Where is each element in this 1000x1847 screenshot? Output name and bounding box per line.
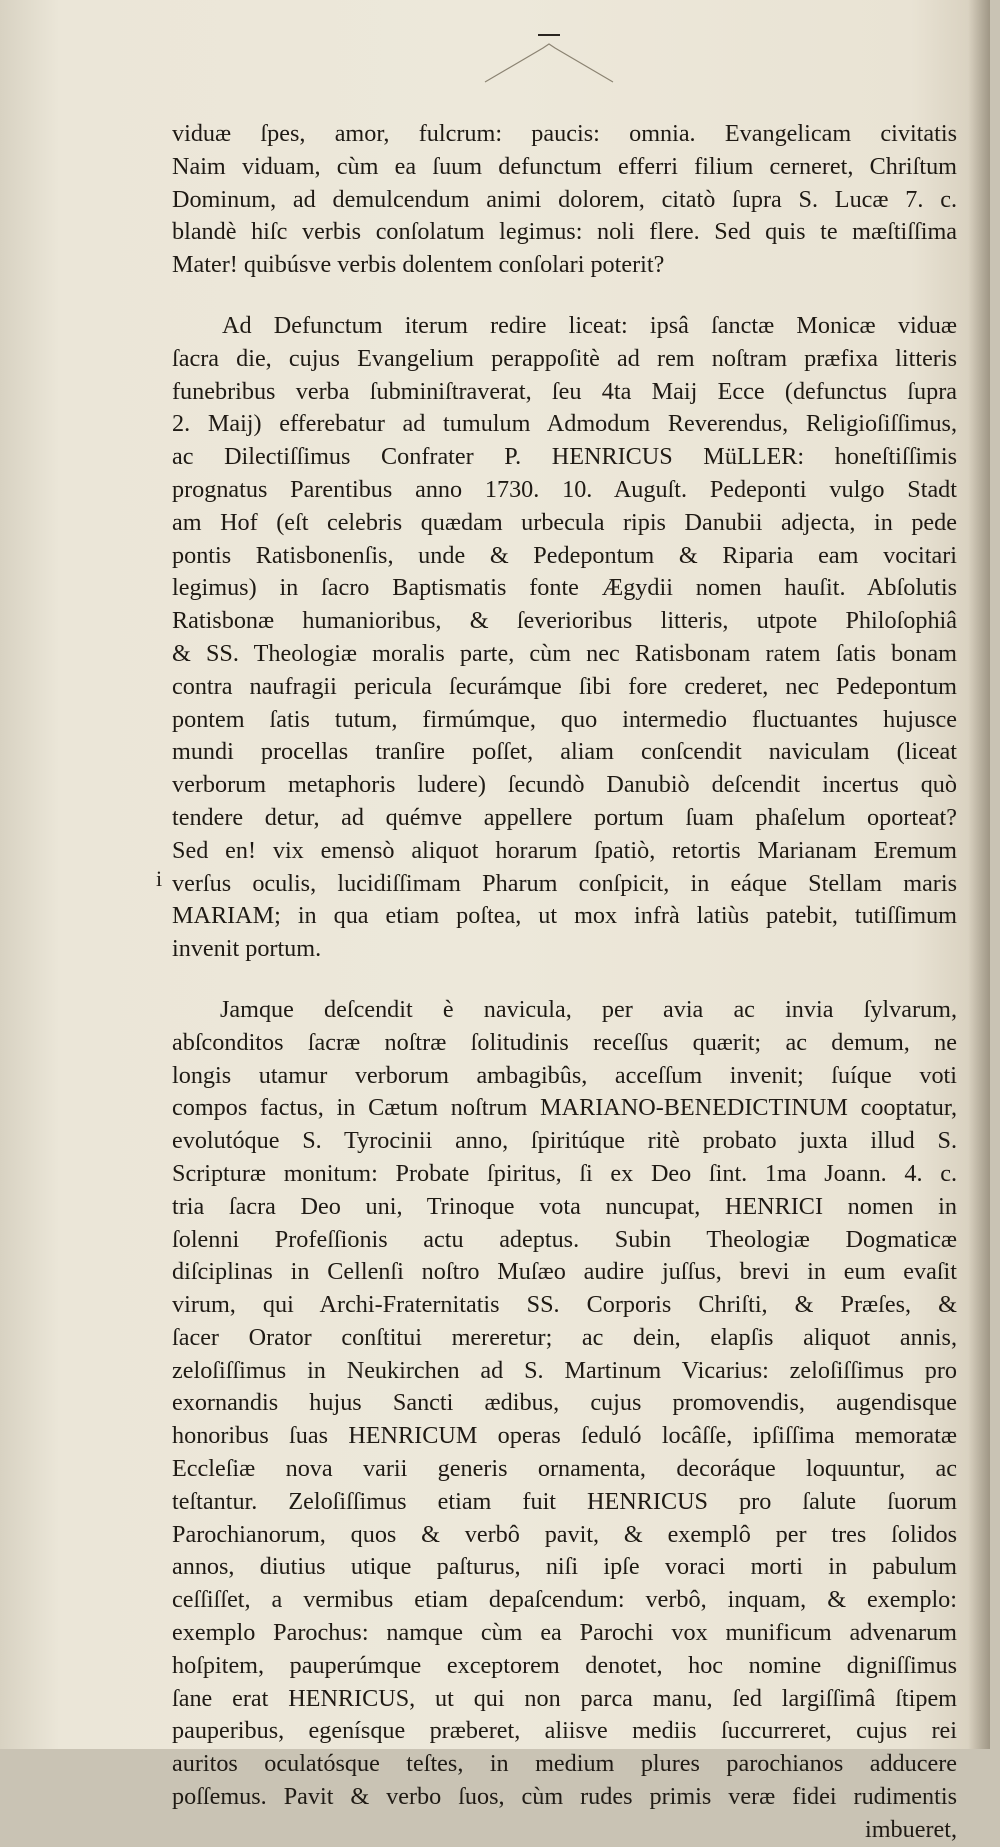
- text-line: tria ſacra Deo uni, Trinoque vota nuncupat, HENRICI nomen in: [172, 1192, 957, 1220]
- text-line: Ad Defunctum iterum redire liceat: ipsâ ſanctæ Monicæ viduæ: [222, 311, 957, 339]
- text-line: funebribus verba ſubminiſtraverat, ſeu 4ta Maij Ecce (defunctus ſupra: [172, 377, 957, 405]
- paragraph-1: [172, 118, 957, 282]
- paper-fold-mark: [485, 42, 625, 86]
- text-line: 2. Maij) efferebatur ad tumulum Admodum Reverendus, Religioſiſſimus,: [172, 410, 957, 438]
- text-line: mundi procellas tranſire poſſet, aliam conſcendit naviculam (liceat: [172, 738, 957, 766]
- text-line: Sed en! vix emensò aliquot horarum ſpatiò, retortis Marianam Eremum: [172, 836, 957, 864]
- text-line: auritos oculatósque teſtes, in medium plures parochianos adducere: [172, 1750, 957, 1778]
- text-line: Naim viduam, cùm ea ſuum defunctum efferri filium cerneret, Chriſtum: [172, 152, 957, 180]
- text-line: verſus oculis, lucidiſſimam Pharum conſpicit, in eáque Stellam maris: [172, 869, 957, 897]
- margin-mark: i: [156, 866, 163, 891]
- text-line: ac Dilectiſſimus Confrater P. HENRICUS MüLLER: honeſtiſſimis: [172, 443, 957, 471]
- text-line: Scripturæ monitum: Probate ſpiritus, ſi ex Deo ſint. 1ma Joann. 4. c.: [172, 1159, 957, 1187]
- paragraph-2: [172, 310, 957, 966]
- text-line: diſciplinas in Cellenſi noſtro Muſæo audire juſſus, brevi in eum evaſit: [172, 1258, 957, 1286]
- text-line: Parochianorum, quos & verbô pavit, & exemplô per tres ſolidos: [172, 1520, 957, 1548]
- text-line: ſacer Orator conſtitui mereretur; ac dein, elapſis aliquot annis,: [172, 1323, 957, 1351]
- text-line: contra naufragii pericula ſecurámque ſibi fore crederet, nec Pedepontum: [172, 672, 957, 700]
- text-line: pauperibus, egenísque præberet, aliisve mediis ſuccurreret, cujus rei: [172, 1717, 957, 1745]
- text-line: blandè hiſc verbis conſolatum legimus: noli flere. Sed quis te mæſtiſſima: [172, 218, 957, 246]
- text-line: exemplo Parochus: namque cùm ea Parochi vox munificum advenarum: [172, 1619, 957, 1647]
- text-line: hoſpitem, pauperúmque exceptorem denotet, hoc nomine digniſſimus: [172, 1651, 957, 1679]
- text-line: & SS. Theologiæ moralis parte, cùm nec Ratisbonam ratem ſatis bonam: [172, 639, 957, 667]
- text-line: am Hof (eſt celebris quædam urbecula ripis Danubii adjecta, in pede: [172, 508, 957, 536]
- text-line: invenit portum.: [172, 935, 322, 963]
- text-line: Jamque deſcendit è navicula, per avia ac invia ſylvarum,: [220, 995, 957, 1023]
- page-edge-shadow: [968, 0, 990, 1749]
- text-line: compos factus, in Cætum noſtrum MARIANO-BENEDICTINUM cooptatur,: [172, 1094, 957, 1122]
- text-line: tendere detur, ad quémve appellere portum ſuam phaſelum oporteat?: [172, 803, 957, 831]
- text-line: virum, qui Archi-Fraternitatis SS. Corporis Chriſti, & Præſes, &: [172, 1291, 957, 1319]
- text-line: ſacra die, cujus Evangelium perappoſitè ad rem noſtram præfixa litteris: [172, 344, 957, 372]
- paragraph-3: [172, 994, 957, 1814]
- text-line: ceſſiſſet, a vermibus etiam depaſcendum: verbô, inquam, & exemplo:: [172, 1586, 957, 1614]
- text-line: exornandis hujus Sancti ædibus, cujus promovendis, augendisque: [172, 1389, 957, 1417]
- text-line: annos, diutius utique paſturus, niſi ipſe voraci morti in pabulum: [172, 1553, 957, 1581]
- text-line: MARIAM; in qua etiam poſtea, ut mox infrà latiùs patebit, tutiſſimum: [172, 902, 957, 930]
- text-line: pontis Ratisbonenſis, unde & Pedepontum & Riparia eam vocitari: [172, 541, 957, 569]
- catchword: imbueret,: [864, 1815, 957, 1843]
- text-line: Mater! quibúsve verbis dolentem conſolari poterit?: [172, 251, 665, 279]
- page-top-mark: [538, 34, 560, 36]
- text-line: legimus) in ſacro Baptismatis fonte Ægydii nomen hauſit. Abſolutis: [172, 574, 957, 602]
- text-line: honoribus ſuas HENRICUM operas ſeduló locâſſe, ipſiſſima memoratæ: [172, 1422, 957, 1450]
- text-line: longis utamur verborum ambagibûs, acceſſum invenit; ſuíque voti: [172, 1061, 957, 1089]
- text-line: ſolenni Profeſſionis actu adeptus. Subin Theologiæ Dogmaticæ: [172, 1225, 957, 1253]
- text-line: teſtantur. Zeloſiſſimus etiam fuit HENRICUS pro ſalute ſuorum: [172, 1487, 957, 1515]
- text-line: Dominum, ad demulcendum animi dolorem, citatò ſupra S. Lucæ 7. c.: [172, 185, 957, 213]
- text-line: zeloſiſſimus in Neukirchen ad S. Martinum Vicarius: zeloſiſſimus pro: [172, 1356, 957, 1384]
- body-text: [172, 118, 957, 1847]
- text-line: verborum metaphoris ludere) ſecundò Danubiò deſcendit incertus quò: [172, 771, 957, 799]
- text-line: Ratisbonæ humanioribus, & ſeverioribus litteris, utpote Philoſophiâ: [172, 607, 957, 635]
- text-line: pontem ſatis tutum, firmúmque, quo intermedio fluctuantes hujusce: [172, 705, 957, 733]
- text-line: viduæ ſpes, amor, fulcrum: paucis: omnia. Evangelicam civitatis: [172, 120, 957, 147]
- text-line: abſconditos ſacræ noſtræ ſolitudinis receſſus quærit; ac demum, ne: [172, 1028, 957, 1056]
- text-line: Eccleſiæ nova varii generis ornamenta, decoráque loquuntur, ac: [172, 1455, 957, 1483]
- text-line: prognatus Parentibus anno 1730. 10. Auguſt. Pedeponti vulgo Stadt: [172, 475, 957, 503]
- text-line: evolutóque S. Tyrocinii anno, ſpiritúque ritè probato juxta illud S.: [172, 1127, 957, 1155]
- text-line: poſſemus. Pavit & verbo ſuos, cùm rudes primis veræ fidei rudimentis: [172, 1783, 957, 1811]
- text-line: ſane erat HENRICUS, ut qui non parca manu, ſed largiſſimâ ſtipem: [172, 1684, 957, 1712]
